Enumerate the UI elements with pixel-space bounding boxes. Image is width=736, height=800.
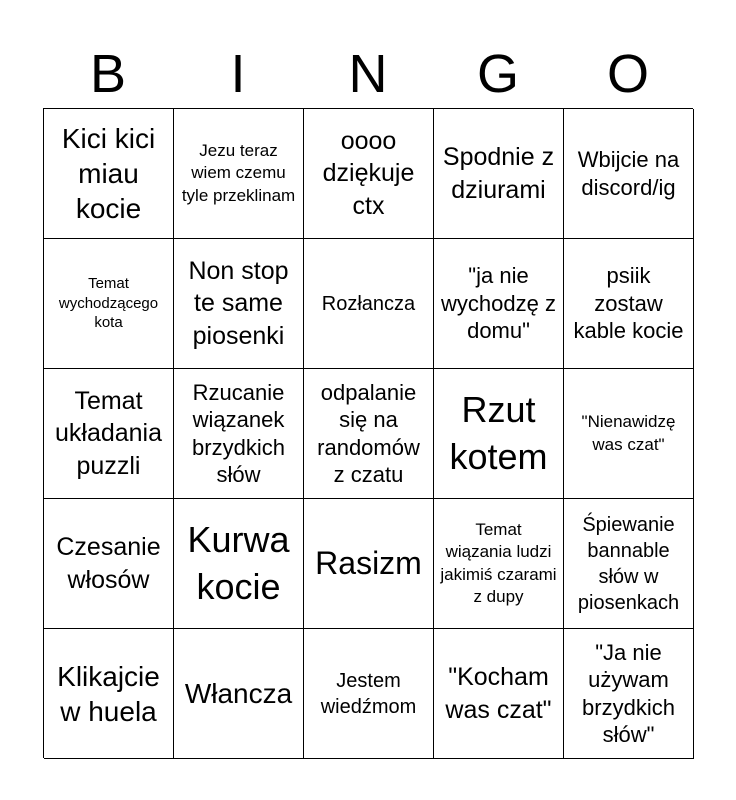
cell-text: Klikajcie w huela xyxy=(57,660,160,727)
cell-text: Jezu teraz wiem czemu tyle przeklinam xyxy=(181,141,296,205)
cell-text: Jestem wiedźmom xyxy=(320,669,417,718)
cell-text: Włancza xyxy=(184,678,293,709)
bingo-cell[interactable] xyxy=(564,239,694,369)
bingo-cell[interactable] xyxy=(434,629,564,759)
bingo-cell[interactable] xyxy=(564,629,694,759)
bingo-cell[interactable] xyxy=(174,369,304,499)
cell-text: Śpiewanie bannable słów w piosenkach xyxy=(577,513,680,614)
header-letter-o: O xyxy=(606,44,649,104)
bingo-cell[interactable] xyxy=(44,629,174,759)
header-letter-b: B xyxy=(89,44,127,104)
bingo-cell[interactable] xyxy=(304,109,434,239)
bingo-cell[interactable] xyxy=(44,499,174,629)
bingo-cell[interactable] xyxy=(44,109,174,239)
bingo-grid xyxy=(43,108,693,758)
cell-text: Rzucanie wiązanek brzydkich słów xyxy=(192,379,285,487)
bingo-cell[interactable] xyxy=(434,499,564,629)
bingo-cell[interactable] xyxy=(564,109,694,239)
cell-text: Wbijcie na discord/ig xyxy=(577,147,680,200)
bingo-cell[interactable] xyxy=(174,629,304,759)
cell-text: Rozłancza xyxy=(321,292,416,315)
cell-text: oooo dziękuje ctx xyxy=(322,126,415,220)
header-letter-n: N xyxy=(348,44,388,104)
cell-text: Czesanie włosów xyxy=(56,533,161,594)
bingo-cell[interactable] xyxy=(44,369,174,499)
bingo-header xyxy=(43,40,693,108)
bingo-cell[interactable] xyxy=(304,629,434,759)
cell-text: Non stop te same piosenki xyxy=(188,256,289,350)
bingo-cell[interactable] xyxy=(304,499,434,629)
cell-text: "Nienawidzę was czat" xyxy=(581,412,676,454)
bingo-cell[interactable] xyxy=(174,499,304,629)
bingo-cell[interactable] xyxy=(174,239,304,369)
cell-text: Kurwa kocie xyxy=(187,518,290,607)
bingo-cell[interactable] xyxy=(434,239,564,369)
cell-text: Temat układania puzzli xyxy=(54,386,163,480)
cell-text: Rzut kotem xyxy=(449,388,548,477)
bingo-cell[interactable] xyxy=(434,109,564,239)
cell-text: "ja nie wychodzę z domu" xyxy=(441,263,556,344)
cell-text: Temat wychodzącego kota xyxy=(58,275,159,332)
cell-text: Rasizm xyxy=(315,544,422,581)
cell-text: psiik zostaw kable kocie xyxy=(573,263,684,344)
bingo-cell[interactable] xyxy=(564,369,694,499)
cell-text: Temat wiązania ludzi jakimiś czarami z dupy xyxy=(440,520,557,606)
bingo-cell[interactable] xyxy=(304,369,434,499)
cell-text: odpalanie się na randomów z czatu xyxy=(317,379,420,487)
bingo-cell[interactable] xyxy=(434,369,564,499)
bingo-cell[interactable] xyxy=(44,239,174,369)
cell-text: Spodnie z dziurami xyxy=(442,143,555,204)
header-letter-i: I xyxy=(230,44,246,104)
cell-text: "Kocham was czat" xyxy=(445,663,552,724)
header-letter-g: G xyxy=(476,44,519,104)
cell-text: "Ja nie używam brzydkich słów" xyxy=(582,639,675,747)
cell-text: Kici kici miau kocie xyxy=(61,123,156,224)
bingo-cell[interactable] xyxy=(564,499,694,629)
bingo-cell[interactable] xyxy=(174,109,304,239)
bingo-cell[interactable] xyxy=(304,239,434,369)
